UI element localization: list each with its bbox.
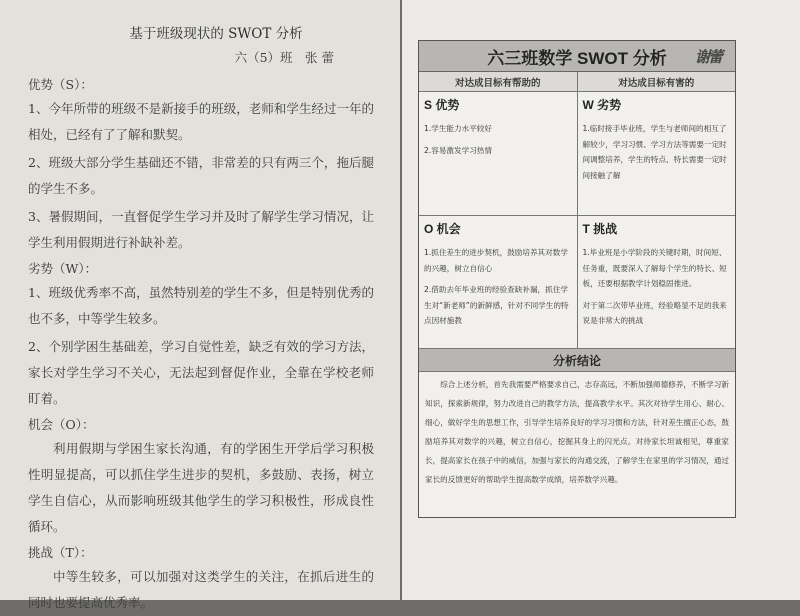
strength-item-2: 2、班级大部分学生基础还不错，非常差的只有两三个，拖后腿的学生不多。: [28, 155, 374, 196]
weaknesses-heading: 劣势（W）：: [28, 261, 98, 276]
threats-cell: [577, 216, 736, 348]
left-document-page: [0, 0, 400, 610]
strengths-cell-title: S 优势: [424, 98, 460, 112]
threats-cell-title: T 挑战: [582, 222, 618, 236]
conclusion-text: 综合上述分析，首先我需要严格要求自己，志存高远，不断加强师德修养，不断学习新知识，探索新规律，努力改进自己的教学方法，提高教学水平。其次对待学生用心、耐心、细心，做好学生的思想工作，引导学生培养良好的学习习惯和方法，针对差生擅正心态，鼓励培养其对数学的兴趣，树立自信心，挖掘其身上的闪光点。对待家长坦诚相见，尊重家长，提高家长在孩子中的威信，加强与家长的沟通交流，了解学生在家里的学习情况，通过家长的反馈更好的帮助学生提高数学成绩，培养数学兴趣。: [425, 380, 729, 484]
column-headers: [419, 72, 735, 92]
strengths-cell-item: 2.容易激发学习热情: [424, 145, 492, 155]
opportunities-cell-title: O 机会: [424, 222, 461, 236]
threats-text: 中等生较多，可以加强对这类学生的关注，在抓后进生的同时也要提高优秀率。: [28, 569, 374, 610]
handwritten-signature: 谢蕾: [694, 48, 721, 66]
strength-item-3: 3、暑假期间，一直督促学生学习并及时了解学生学习情况，让学生利用假期进行补缺补差。: [28, 209, 374, 250]
conclusion-body: [419, 372, 735, 492]
helpful-column-header: 对达成目标有帮助的: [454, 77, 541, 89]
opportunities-cell: [419, 216, 577, 348]
left-page-author: 六（5）班 张 蕾: [234, 50, 334, 65]
strengths-heading: 优势（S）：: [28, 77, 93, 92]
left-page-title: 基于班级现状的 SWOT 分析: [129, 26, 303, 42]
weaknesses-cell-item: 1.临时接手毕业班，学生与老师间的相互了解较少，学习习惯、学习方法等需要一定时间调整培养，学生的特点、特长需要一定时间接触了解: [582, 124, 727, 180]
swot-title-bar: [419, 41, 735, 72]
strengths-cell: [419, 92, 577, 215]
weaknesses-cell-title: W 劣势: [582, 98, 622, 112]
swot-row-external: [419, 216, 735, 349]
conclusion-title: 分析结论: [419, 349, 735, 372]
threats-cell-item: 1.毕业班是小学阶段的关键时期，时间短、任务重，既要深入了解每个学生的特长、短板，还要根据教学计划稳固推进。: [582, 248, 727, 288]
right-document-page: [402, 0, 800, 600]
opportunities-cell-item: 2.借助去年毕业班的经验查缺补漏，抓住学生对“新老师”的新鲜感，针对不同学生的特点因材施教: [424, 285, 569, 325]
strengths-cell-item: 1.学生能力水平较好: [424, 124, 492, 133]
swot-row-internal: [419, 92, 735, 216]
opportunities-text: 利用假期与学困生家长沟通，有的学困生开学后学习积极性明显提高，可以抓住学生进步的契机，多鼓励、表扬，树立学生自信心，从而影响班级其他学生的学习积极性，形成良性循环。: [28, 441, 374, 534]
harmful-column-header: 对达成目标有害的: [577, 72, 736, 91]
opportunities-cell-item: 1.抓住差生的进步契机，鼓励培养其对数学的兴趣，树立自信心: [424, 248, 568, 273]
threats-cell-item: 对于第二次带毕业班，经验略显不足的我来说是非常大的挑战: [582, 300, 727, 325]
opportunities-heading: 机会（O）：: [28, 417, 95, 432]
weaknesses-cell: [577, 92, 736, 215]
swot-table: [418, 40, 736, 518]
strength-item-1: 1、今年所带的班级不是新接手的班级，老师和学生经过一年的相处，已经有了了解和默契。: [28, 101, 374, 142]
weakness-item-2: 2、个别学困生基础差，学习自觉性差，缺乏有效的学习方法，家长对学生学习不关心，无法起到督促作业，全靠在学校老师盯着。: [28, 339, 374, 406]
weakness-item-1: 1、班级优秀率不高，虽然特别差的学生不多，但是特别优秀的也不多，中等学生较多。: [28, 285, 374, 326]
swot-title: 六三班数学 SWOT 分析: [487, 48, 667, 68]
threats-heading: 挑战（T）：: [28, 545, 93, 560]
